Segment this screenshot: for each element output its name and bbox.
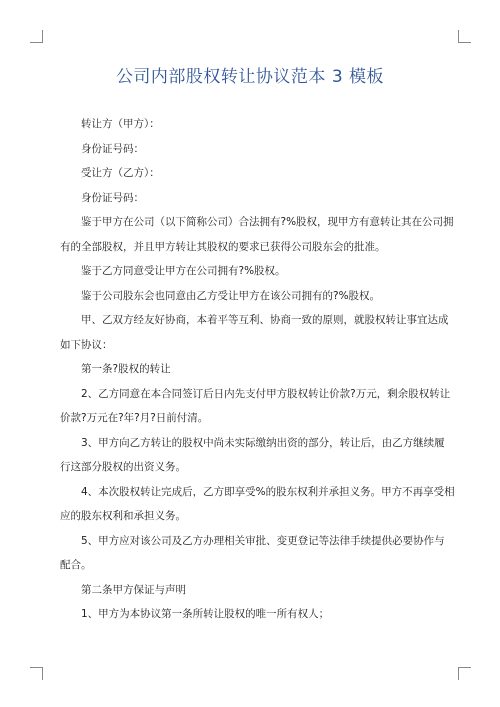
body-line: 2、乙方同意在本合同签订后日内先支付甲方股权转让价款?万元，剩余股权转让 xyxy=(81,387,451,400)
body-line: 有的全部股权，并且甲方转让其股权的要求已获得公司股东会的批准。 xyxy=(60,240,386,253)
document-body xyxy=(60,112,455,627)
crop-mark-top-left xyxy=(30,30,43,43)
body-line: 行这部分股权的出资义务。 xyxy=(60,461,186,473)
body-line: 第二条甲方保证与声明 xyxy=(81,583,186,596)
body-line: 鉴于乙方同意受让甲方在公司拥有?%股权。 xyxy=(81,265,286,277)
body-line: 受让方（乙方）： xyxy=(81,167,160,179)
body-line: 配合。 xyxy=(60,559,92,571)
crop-mark-bottom-left xyxy=(30,667,43,680)
crop-mark-top-right xyxy=(458,30,471,43)
body-line: 4、本次股权转让完成后，乙方即享受%的股东权利并承担义务。甲方不再享受相 xyxy=(81,485,455,498)
body-line: 如下协议： xyxy=(60,338,113,351)
body-line: 身份证号码： xyxy=(81,142,144,155)
document-title: 公司内部股权转让协议范本 3 模板 xyxy=(115,67,385,87)
body-line: 转让方（甲方）： xyxy=(81,118,160,130)
body-line: 5、甲方应对该公司及乙方办理相关审批、变更登记等法律手续提供必要协作与 xyxy=(81,534,445,547)
body-line: 价款?万元在?年?月?日前付清。 xyxy=(60,412,209,424)
crop-mark-bottom-right xyxy=(458,667,471,680)
body-line: 鉴于甲方在公司（以下简称公司）合法拥有?%股权，现甲方有意转让其在公司拥 xyxy=(81,216,454,228)
body-line: 鉴于公司股东会也同意由乙方受让甲方在该公司拥有的?%股权。 xyxy=(81,289,381,302)
body-line: 1、甲方为本协议第一条所转让股权的唯一所有权人； xyxy=(81,608,330,620)
body-line: 身份证号码： xyxy=(81,191,144,204)
body-line: 第一条?股权的转让 xyxy=(81,363,171,375)
body-line: 甲、乙双方经友好协商，本着平等互利、协商一致的原则，就股权转让事宜达成 xyxy=(81,314,449,326)
body-line: 3、甲方向乙方转让的股权中尚未实际缴纳出资的部分，转让后，由乙方继续履 xyxy=(81,436,445,449)
body-line: 应的股东权利和承担义务。 xyxy=(60,510,186,522)
